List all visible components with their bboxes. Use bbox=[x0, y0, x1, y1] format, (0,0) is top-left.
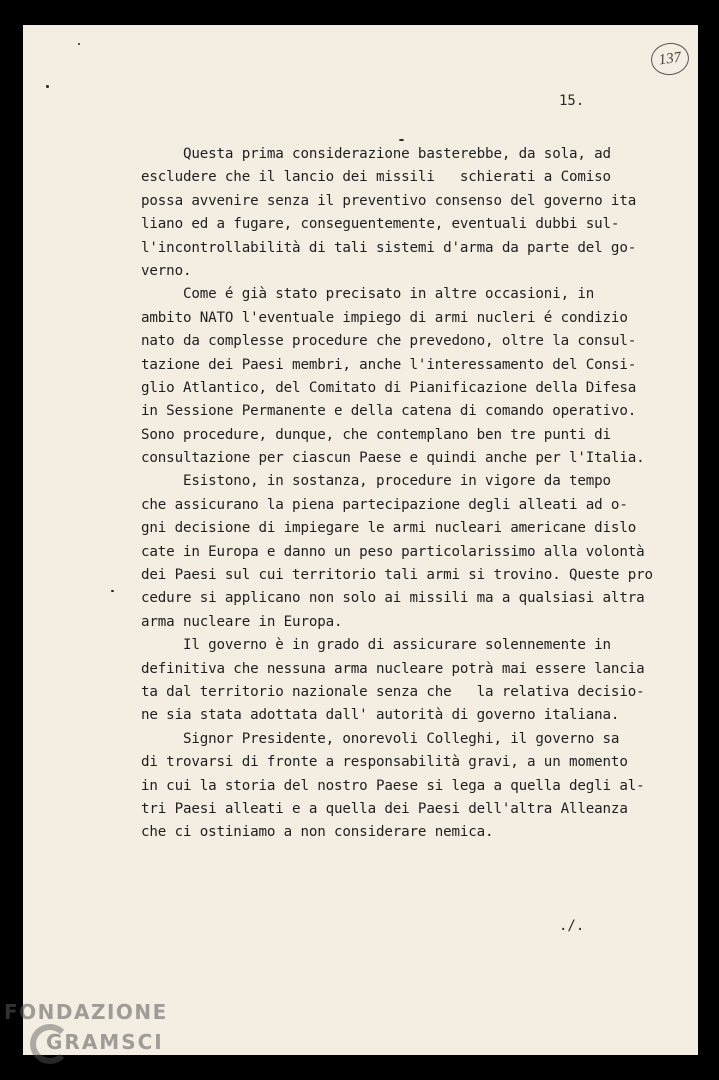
text-line: Come é già stato precisato in altre occasioni, in bbox=[141, 286, 595, 303]
text-line: di trovarsi di fronte a responsabilità gravi, a un momento bbox=[141, 754, 628, 771]
text-line: possa avvenire senza il preventivo consenso del governo ita bbox=[141, 192, 637, 209]
text-line: cate in Europa e danno un peso particolarissimo alla volontà bbox=[141, 543, 645, 560]
watermark-line2: GRAMSCI bbox=[46, 1030, 164, 1054]
text-line: escludere che il lancio dei missili schierati a Comiso bbox=[141, 169, 611, 186]
text-line: verno. bbox=[141, 262, 192, 279]
text-line: consultazione per ciascun Paese e quindi anche per l'Italia. bbox=[141, 450, 645, 467]
text-line: in Sessione Permanente e della catena di comando operativo. bbox=[141, 403, 637, 420]
watermark-line1: FONDAZIONE bbox=[4, 1000, 168, 1024]
body-text bbox=[141, 143, 661, 845]
text-line: liano ed a fugare, conseguentemente, eventuali dubbi sul- bbox=[141, 216, 620, 233]
document-page bbox=[23, 25, 698, 1055]
ink-speck bbox=[111, 590, 114, 592]
text-line: Signor Presidente, onorevoli Colleghi, il governo sa bbox=[141, 730, 620, 747]
text-line: Questa prima considerazione basterebbe, da sola, ad bbox=[141, 146, 611, 162]
text-line: dei Paesi sul cui territorio tali armi si trovino. Queste pro bbox=[141, 567, 653, 584]
text-line: cedure si applicano non solo ai missili ma a qualsiasi altra bbox=[141, 590, 645, 607]
text-line: Sono procedure, dunque, che contemplano ben tre punti di bbox=[141, 426, 611, 443]
text-line: tri Paesi alleati e a quella dei Paesi dell'altra Alleanza bbox=[141, 800, 628, 817]
text-line: Esistono, in sostanza, procedure in vigore da tempo bbox=[141, 473, 611, 490]
ink-speck bbox=[46, 85, 49, 88]
text-line: l'incontrollabilità di tali sistemi d'arma da parte del go- bbox=[141, 239, 637, 256]
watermark-logo bbox=[4, 1000, 184, 1080]
text-line: nato da complesse procedure che prevedono, oltre la consul- bbox=[141, 333, 637, 350]
text-line: Il governo è in grado di assicurare solennemente in bbox=[141, 637, 611, 654]
text-line: gni decisione di impiegare le armi nucleari americane dislo bbox=[141, 520, 637, 537]
text-line: ne sia stata adottata dall' autorità di governo italiana. bbox=[141, 707, 620, 724]
text-line: glio Atlantico, del Comitato di Pianificazione della Difesa bbox=[141, 379, 637, 396]
text-line: ta dal territorio nazionale senza che la relativa decisio- bbox=[141, 683, 645, 700]
text-line: definitiva che nessuna arma nucleare potrà mai essere lancia bbox=[141, 660, 645, 677]
text-line: in cui la storia del nostro Paese si lega a quella degli al- bbox=[141, 777, 645, 794]
page-number: 15. bbox=[559, 93, 585, 109]
ink-speck bbox=[78, 43, 80, 45]
text-line: arma nucleare in Europa. bbox=[141, 613, 343, 630]
text-line: che assicurano la piena partecipazione degli alleati ad o- bbox=[141, 496, 628, 513]
text-line: ambito NATO l'eventuale impiego di armi nucleri é condizio bbox=[141, 309, 628, 326]
text-line: tazione dei Paesi membri, anche l'interessamento del Consi- bbox=[141, 356, 637, 373]
continuation-mark: ./. bbox=[559, 918, 585, 934]
ink-speck bbox=[399, 139, 404, 141]
text-line: che ci ostiniamo a non considerare nemica. bbox=[141, 824, 494, 841]
folio-stamp: 137 bbox=[649, 41, 691, 78]
